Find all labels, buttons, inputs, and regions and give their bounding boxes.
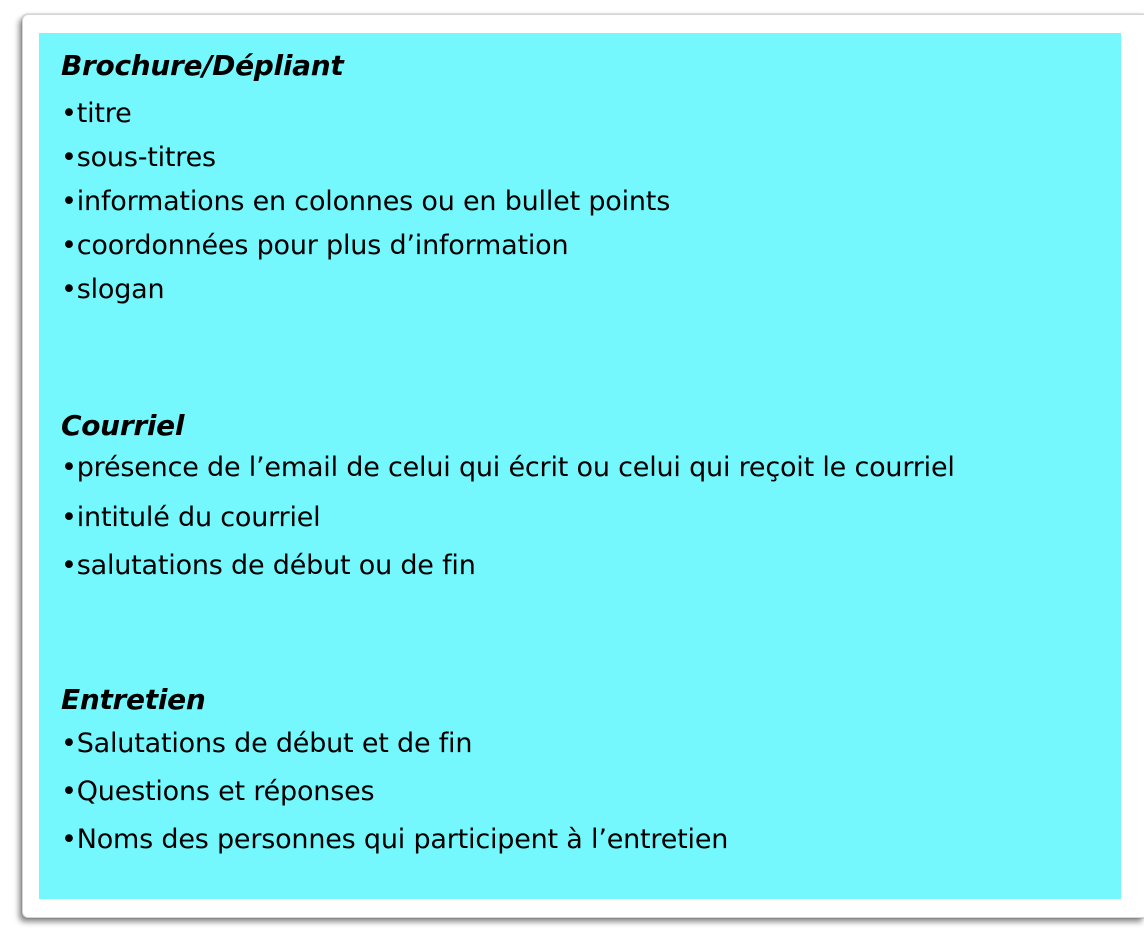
section-heading: Courriel: [61, 409, 185, 442]
content-panel: [39, 33, 1121, 899]
section-courriel: [61, 409, 1111, 583]
section-heading: Brochure/Dépliant: [61, 49, 344, 82]
list-item: •Salutations de début et de fin: [61, 728, 473, 759]
section-brochure: [61, 49, 1111, 307]
list-item: •sous-titres: [61, 142, 216, 173]
list-item: •Noms des personnes qui participent à l’entretien: [61, 824, 729, 855]
list-item: •informations en colonnes ou en bullet points: [61, 186, 671, 217]
list-item: •Questions et réponses: [61, 776, 375, 807]
list-item: •coordonnées pour plus d’information: [61, 230, 569, 261]
section-heading: Entretien: [61, 683, 206, 716]
list-item: •slogan: [61, 274, 165, 305]
list-item: •intitulé du courriel: [61, 502, 321, 533]
list-item: •titre: [61, 98, 132, 129]
section-entretien: [61, 683, 1111, 857]
list-item: •présence de l’email de celui qui écrit ou celui qui reçoit le courriel: [61, 452, 955, 483]
list-item: •salutations de début ou de fin: [61, 550, 476, 581]
